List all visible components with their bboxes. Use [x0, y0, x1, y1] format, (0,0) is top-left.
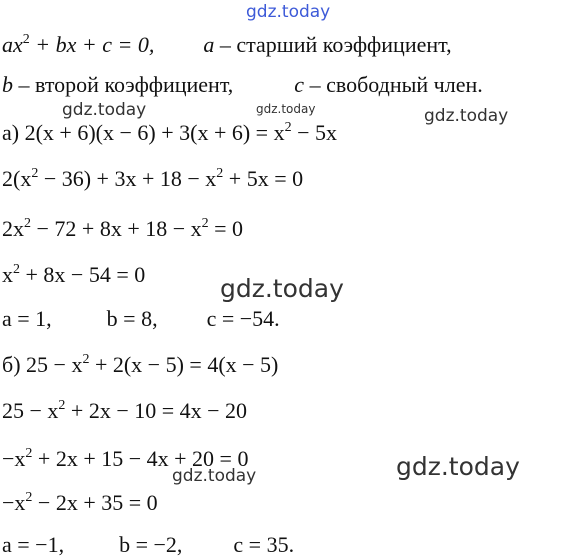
exponent: 2	[22, 32, 30, 47]
equation-line	[2, 262, 145, 288]
watermark: gdz.today	[396, 452, 520, 481]
problem-b-line	[2, 352, 278, 378]
equation-term: − 5x	[291, 120, 338, 145]
equation-term: 2(x + 6)(x − 6) + 3(x + 6) = x	[24, 120, 285, 145]
exponent: 2	[58, 398, 66, 413]
equation-term: −x	[2, 490, 26, 515]
coefficient-var: a	[203, 32, 215, 57]
equation-term: − 2x + 35 = 0	[32, 490, 158, 515]
equation-term: −x	[2, 446, 26, 471]
exponent: 2	[82, 352, 90, 367]
coefficient-var: c	[294, 72, 305, 97]
coefficient-value: a = −1,	[2, 532, 65, 557]
exponent: 2	[284, 120, 292, 135]
equation-term: + 2(x − 5) = 4(x − 5)	[89, 352, 279, 377]
watermark: gdz.today	[220, 274, 344, 303]
exponent: 2	[31, 166, 39, 181]
coefficient-label: – старший коэффициент,	[214, 32, 452, 57]
general-form-line	[2, 32, 452, 58]
watermark: gdz.today	[256, 102, 316, 116]
coefficient-value: b = 8,	[106, 306, 158, 331]
coefficients-line	[2, 72, 483, 98]
equation-line	[2, 446, 248, 472]
equation-term: 25 − x	[2, 398, 59, 423]
equation-term: + 2x − 10 = 4x − 20	[65, 398, 248, 423]
coefficient-label: – второй коэффициент,	[13, 72, 234, 97]
coefficients-answer-b	[2, 532, 294, 558]
equation-line	[2, 398, 247, 424]
coefficient-value: c = 35.	[233, 532, 295, 557]
equation-term: − 72 + 8x + 18 − x	[31, 216, 202, 241]
watermark: gdz.today	[424, 106, 509, 126]
exponent: 2	[13, 262, 20, 277]
equation-term: ax	[2, 32, 23, 57]
equation-line	[2, 166, 303, 192]
watermark: gdz.today	[62, 100, 147, 120]
equation-term: + 5x = 0	[223, 166, 304, 191]
exponent: 2	[201, 216, 209, 231]
coefficient-value: c = −54.	[206, 306, 280, 331]
exponent: 2	[25, 490, 33, 505]
watermark: gdz.today	[172, 466, 257, 486]
equation-term: − 36) + 3x + 18 − x	[38, 166, 217, 191]
equation-term: 2x	[2, 216, 24, 241]
coefficient-var: b	[2, 72, 13, 97]
coefficient-value: b = −2,	[119, 532, 183, 557]
coefficient-label: – свободный член.	[304, 72, 483, 97]
equation-term: 2(x	[2, 166, 32, 191]
exponent: 2	[24, 216, 31, 231]
equation-line	[2, 216, 243, 242]
problem-marker: а)	[2, 120, 25, 145]
equation-term: 25 − x	[26, 352, 83, 377]
coefficients-answer-a	[2, 306, 280, 332]
problem-a-line	[2, 120, 337, 146]
watermark: gdz.today	[246, 2, 331, 22]
problem-marker: б)	[2, 352, 27, 377]
equation-term: + bx + c = 0,	[29, 32, 155, 57]
equation-term: x	[2, 262, 13, 287]
equation-term: = 0	[208, 216, 244, 241]
equation-term: + 8x − 54 = 0	[20, 262, 146, 287]
coefficient-value: a = 1,	[2, 306, 52, 331]
exponent: 2	[216, 166, 224, 181]
equation-line	[2, 490, 158, 516]
equation-term: + 2x + 15 − 4x + 20 = 0	[32, 446, 249, 471]
exponent: 2	[25, 446, 33, 461]
